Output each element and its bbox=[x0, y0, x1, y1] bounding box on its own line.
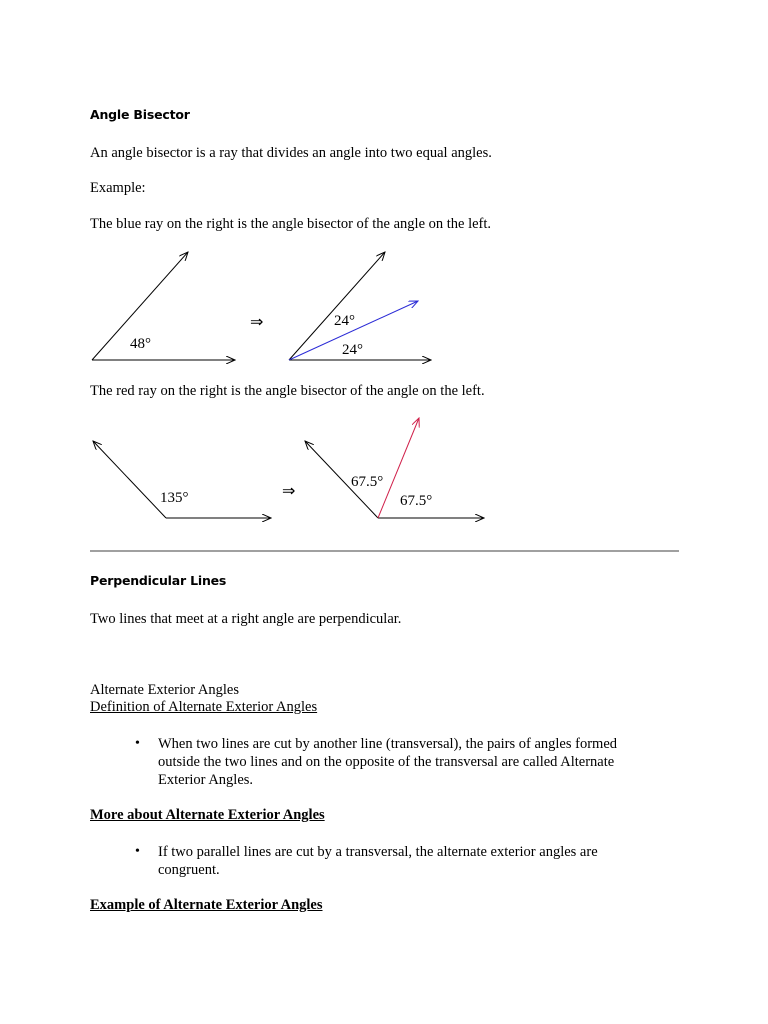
bullet-point: • bbox=[135, 844, 140, 859]
bullet-point: • bbox=[135, 736, 140, 751]
angle-bisector-heading: Angle Bisector bbox=[90, 107, 190, 122]
bisected-135-diagram bbox=[305, 418, 484, 518]
more-about-heading: More about Alternate Exterior Angles bbox=[90, 807, 325, 823]
perpendicular-lines-heading: Perpendicular Lines bbox=[90, 573, 227, 588]
angle-135-label: 135° bbox=[160, 490, 189, 506]
angle-135-diagram bbox=[93, 441, 271, 518]
angle-48-label: 48° bbox=[130, 336, 151, 352]
implies-arrow-1: ⇒ bbox=[250, 314, 264, 331]
perpendicular-definition: Two lines that meet at a right angle are perpendicular. bbox=[90, 611, 402, 627]
definition-heading: Definition of Alternate Exterior Angles bbox=[90, 699, 318, 715]
section-divider bbox=[90, 550, 679, 552]
example-label: Example: bbox=[90, 180, 146, 196]
example-heading: Example of Alternate Exterior Angles bbox=[90, 897, 323, 913]
angle-bisector-definition: An angle bisector is a ray that divides an angle into two equal angles. bbox=[90, 145, 492, 161]
ray-upper-left bbox=[93, 441, 166, 518]
angle-67-5-right-label: 67.5° bbox=[400, 493, 433, 509]
angle-24-lower-label: 24° bbox=[342, 342, 363, 358]
more-about-bullet-text: If two parallel lines are cut by a transversal, the alternate exterior angles are congruent. bbox=[158, 844, 598, 878]
definition-bullet-text: When two lines are cut by another line (transversal), the pairs of angles formed outside the two lines and on the opposite of the transversal are called Alternate Exterior Angles. bbox=[158, 736, 618, 788]
angle-67-5-left-label: 67.5° bbox=[351, 474, 384, 490]
implies-arrow-2: ⇒ bbox=[282, 483, 296, 500]
angle-24-upper-label: 24° bbox=[334, 313, 355, 329]
blue-ray-caption: The blue ray on the right is the angle bisector of the angle on the left. bbox=[90, 216, 492, 232]
alternate-exterior-title: Alternate Exterior Angles bbox=[90, 682, 239, 698]
red-ray-caption: The red ray on the right is the angle bisector of the angle on the left. bbox=[90, 383, 485, 399]
